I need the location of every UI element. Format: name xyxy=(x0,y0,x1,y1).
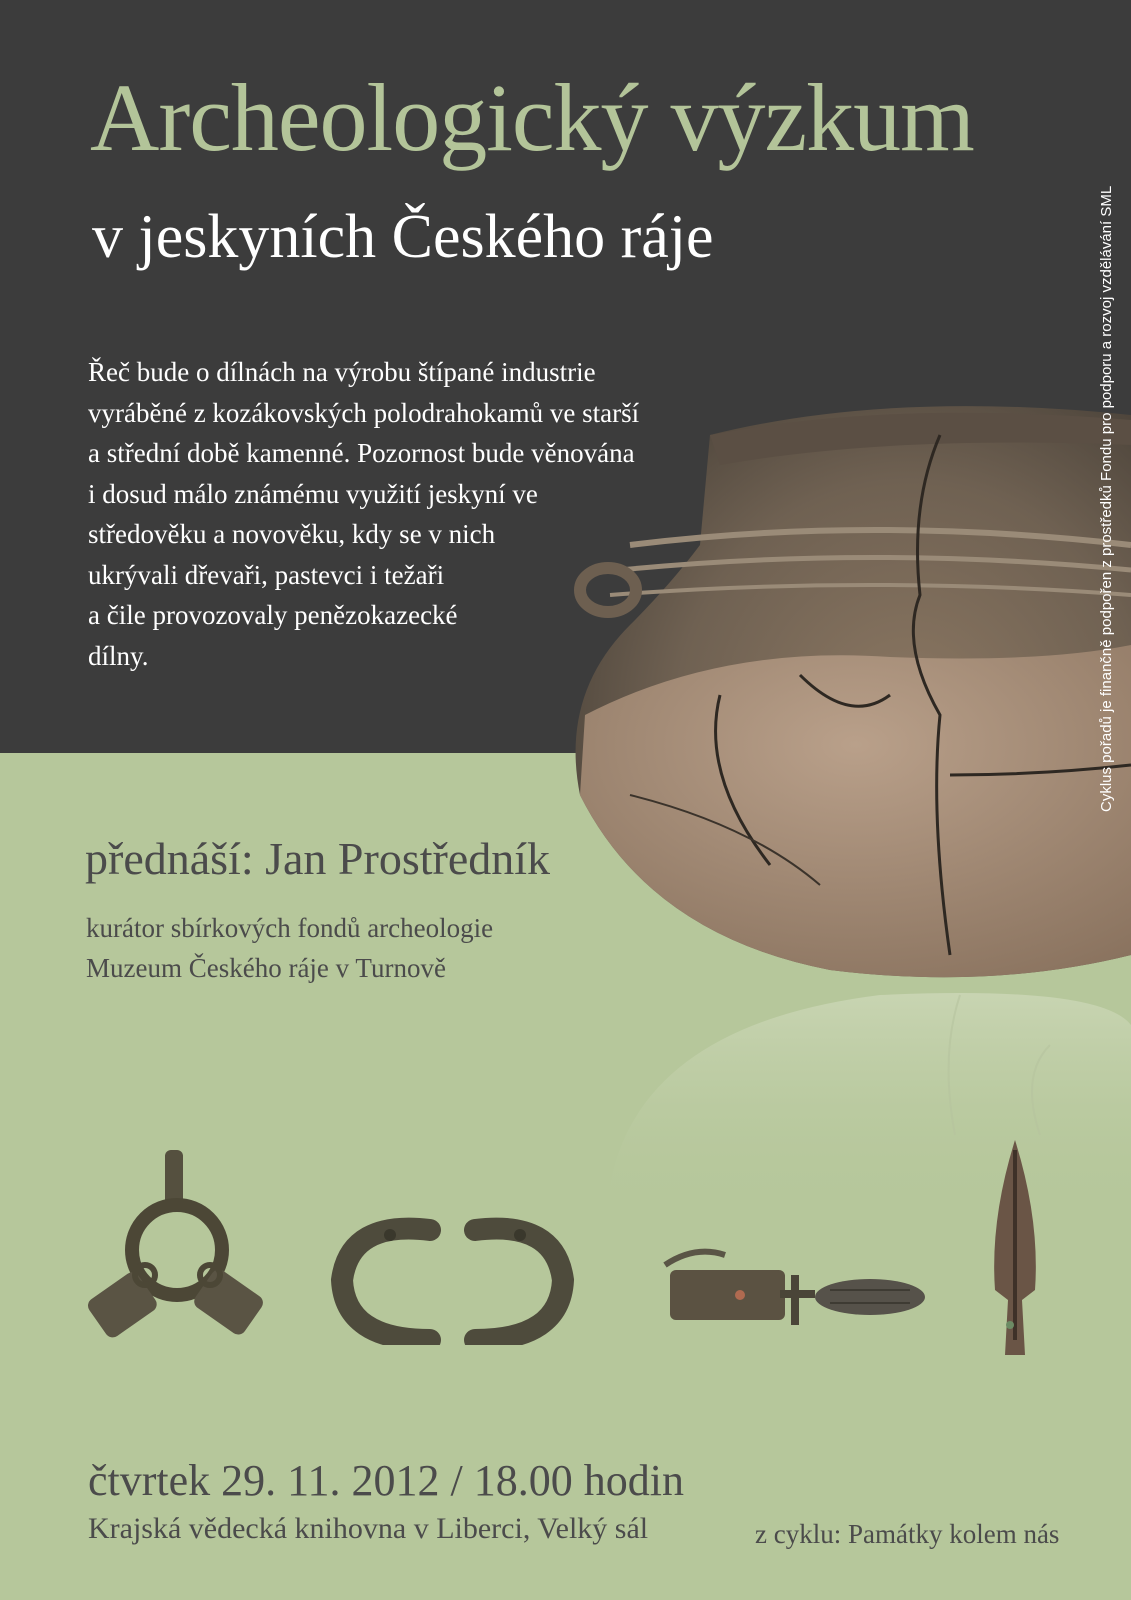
funding-note: Cyklus pořadů je finančně podpořen z prostředků Fondu pro podporu a rozvoj vzdělávání SML xyxy=(1098,185,1115,812)
lecturer-role xyxy=(86,908,493,988)
lecturer-role-line: Muzeum Českého ráje v Turnově xyxy=(86,953,446,983)
description-line: vyráběné z kozákovských polodrahokamů ve starší xyxy=(88,397,640,428)
poster-subtitle: v jeskyních Českého ráje xyxy=(92,203,714,271)
lecturer-role-line: kurátor sbírkových fondů archeologie xyxy=(86,913,494,943)
description-line: Řeč bude o dílnách na výrobu štípané industrie xyxy=(88,357,596,387)
description xyxy=(88,352,668,676)
description-line: ukrývali dřevaři, pastevci i težaři xyxy=(88,559,445,590)
series-name: z cyklu: Památky kolem nás xyxy=(755,1519,1060,1549)
bronze-spearhead-icon xyxy=(980,1140,1050,1355)
lecturer-name: přednáší: Jan Prostředník xyxy=(85,833,551,884)
description-line: a čile provozovaly penězokazecké xyxy=(88,600,458,630)
event-venue: Krajská vědecká knihovna v Liberci, Velký sál xyxy=(88,1512,649,1545)
description-line: a střední době kamenné. Pozornost bude věnována xyxy=(88,438,635,468)
event-date-time: čtvrtek 29. 11. 2012 / 18.00 hodin xyxy=(88,1456,684,1505)
description-line: středověku a novověku, kdy se v nich xyxy=(88,519,496,549)
bronze-bracelet-artifact-icon xyxy=(330,1215,575,1345)
description-line: i dosud málo známému využití jeskyní ve xyxy=(88,478,538,509)
description-line: dílny. xyxy=(88,640,149,671)
bronze-fibula-artifact-icon xyxy=(655,1245,925,1345)
bronze-ring-artifact-icon xyxy=(85,1150,270,1350)
poster-title: Archeologický výzkum xyxy=(90,64,974,171)
